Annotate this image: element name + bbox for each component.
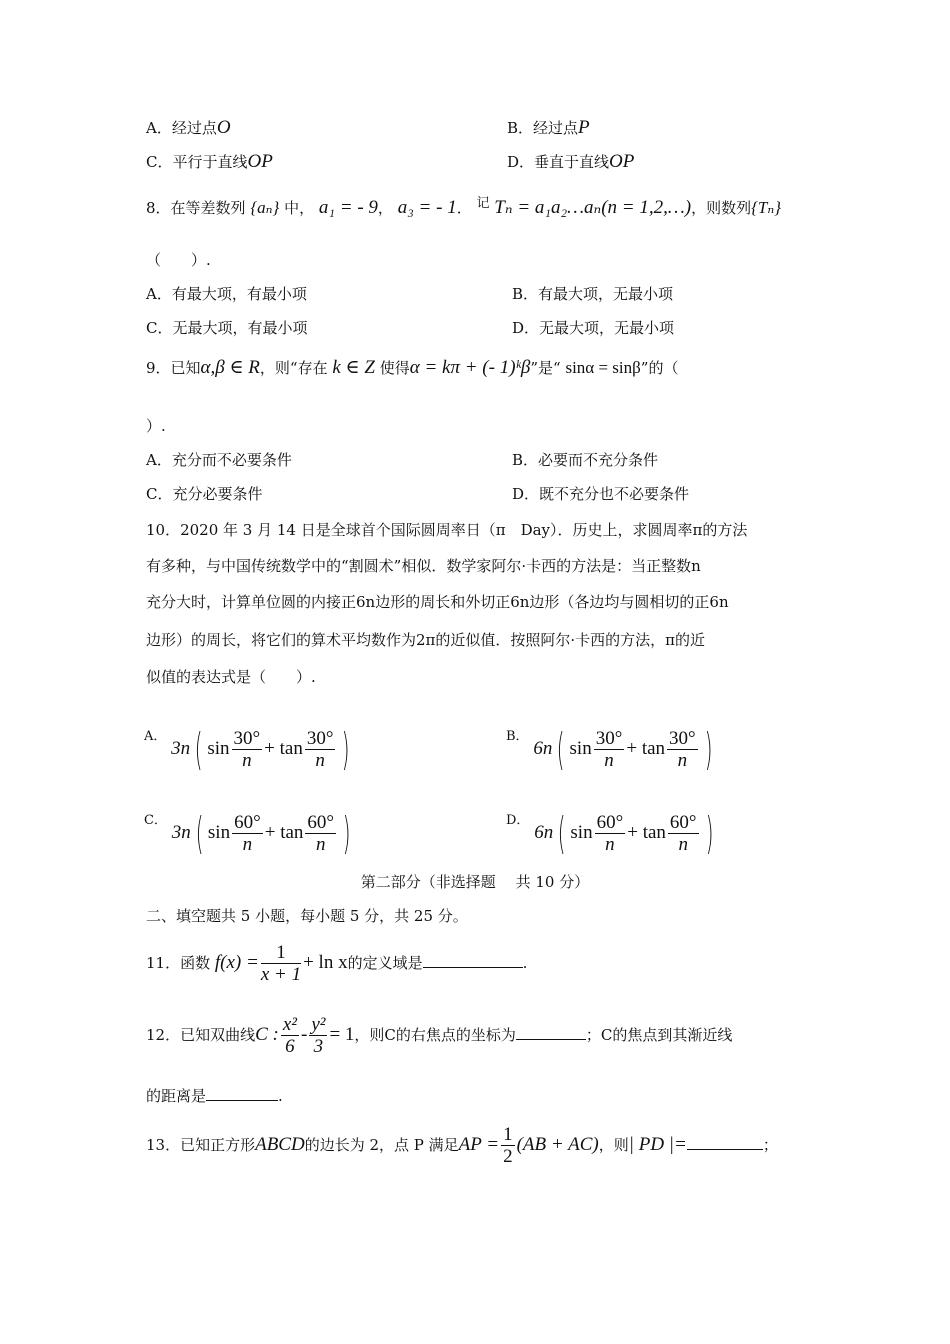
q9-stem-part2: ，则“存在 xyxy=(259,359,328,377)
q10-line-5: 似值的表达式是（ ）. xyxy=(146,668,316,686)
q7-option-c xyxy=(146,150,273,174)
q9-stem-part5: ”的（ xyxy=(640,359,679,377)
q10-line-2: 有多种，与中国传统数学中的“割圆术”相似．数学家阿尔·卡西的方法是：当正整数n xyxy=(146,557,701,575)
q13-abcd: ABCD xyxy=(255,1134,305,1155)
q9-cond: α,β ∈ R xyxy=(200,357,260,378)
q9-tail: ）. xyxy=(146,417,166,435)
q7-option-c-symbol: OP xyxy=(247,151,273,172)
q9-stem xyxy=(146,356,678,380)
q12-answer-blank-2[interactable] xyxy=(206,1100,278,1101)
part2-title: 第二部分（非选择题 共 10 分） xyxy=(360,873,590,891)
q9-option-a: A．充分而不必要条件 xyxy=(146,451,292,469)
q13-pd: | PD |= xyxy=(628,1134,687,1155)
q11: 11．函数 f(x) = $\frac{1}{x + 1}$ + ln x的定义域是 . xyxy=(146,941,528,985)
q8-option-b: B．有最大项，无最小项 xyxy=(512,285,674,303)
q12-answer-blank-1[interactable] xyxy=(516,1039,586,1040)
q10-option-c-coef: 3n xyxy=(171,822,191,843)
q12: 12．已知双曲线C : $\frac{\text{x²}}{6}$ - $\frac{\text{y²}}{3}$ = 1，则C的右焦点的坐标为 ；C的焦点到其渐近线 xyxy=(146,1013,733,1057)
q8-stem: 8．在等差数列 {aₙ} 中， a₁ = - 9， a₃ = - 1． 记 Tₙ = a₁a₂…aₙ(n = 1,2,…)，则数列{Tₙ} xyxy=(146,196,782,218)
q13-answer-blank[interactable] xyxy=(687,1149,763,1150)
q9-option-b: B．必要而不充分条件 xyxy=(512,451,659,469)
q10-option-c-label: C． xyxy=(144,813,167,828)
q8-stem-part2: 中， xyxy=(284,199,315,217)
q9-stem-part4: ”是“ xyxy=(530,359,561,377)
q10-option-a-coef: 3n xyxy=(171,738,191,759)
q9-stem-part1: 9．已知 xyxy=(146,359,201,377)
q12-prefix: 12．已知双曲线 xyxy=(146,1026,256,1044)
q8-seq-tn: {Tₙ} xyxy=(751,198,782,217)
q8-stem-part1: 8．在等差数列 xyxy=(146,199,246,217)
q8-a1: a₁ = - 9 xyxy=(318,197,378,218)
q7-option-d-symbol: OP xyxy=(609,151,635,172)
q8-option-a: A．有最大项，有最小项 xyxy=(146,285,307,303)
q10-option-d-label: D． xyxy=(506,813,530,828)
q8-a3: a₃ = - 1 xyxy=(397,197,457,218)
q7-option-a-symbol: O xyxy=(216,117,231,138)
q11-suffix: 的定义域是 xyxy=(347,954,423,972)
q10-option-a: A． 3n ( sin $\frac{30^\circ}{n}$ + tan $\frac{30^\circ}{n}$ ) xyxy=(144,724,350,775)
q10-line-1: 10．2020 年 3 月 14 日是全球首个国际圆周率日（π Day）．历史上，求圆周率π的方法 xyxy=(146,521,748,539)
q8-tn-def: Tₙ = a₁a₂…aₙ(n = 1,2,…) xyxy=(494,197,692,218)
q8-stem-part4: ，则数列 xyxy=(691,199,752,217)
q10-line-4: 边形）的周长，将它们的算术平均数作为2π的近似值．按照阿尔·卡西的方法，π的近 xyxy=(146,631,706,649)
section-heading: 二、填空题共 5 小题，每小题 5 分，共 25 分。 xyxy=(146,907,468,925)
q11-numerator: 1 xyxy=(261,943,301,964)
q11-prefix: 11．函数 xyxy=(146,954,211,972)
q10-line-3: 充分大时，计算单位圆的内接正6n边形的周长和外切正6n边形（各边均与圆相切的正6n xyxy=(146,593,729,611)
q7-option-b xyxy=(507,116,590,140)
q7-option-d xyxy=(507,150,634,174)
q8-stem-part3: 记 xyxy=(476,196,490,211)
q10-option-d-coef: 6n xyxy=(534,822,554,843)
q8-option-d: D．无最大项，无最小项 xyxy=(512,319,675,337)
q12-mid2: ；C的焦点到其渐近线 xyxy=(585,1026,733,1044)
q7-option-d-label: D．垂直于直线 xyxy=(507,153,610,171)
q12-mid: ，则C的右焦点的坐标为 xyxy=(354,1026,516,1044)
q12-c: C : xyxy=(255,1024,279,1045)
q11-fx: f(x) = xyxy=(214,952,259,973)
q8-seq-an: {aₙ} xyxy=(250,198,280,217)
q10-option-b-label: B． xyxy=(506,729,529,744)
q8-option-c: C．无最大项，有最小项 xyxy=(146,319,308,337)
q9-stem-part3: 使得 xyxy=(379,359,410,377)
q13-prefix: 13．已知正方形 xyxy=(146,1136,256,1154)
q10-option-c: C． 3n ( sin $\frac{60^\circ}{n}$ + tan $\frac{60^\circ}{n}$ ) xyxy=(144,808,351,859)
q13-mid: 的边长为 2，点 P 满足 xyxy=(304,1136,459,1154)
q13: 13．已知正方形ABCD的边长为 2，点 P 满足AP = $\frac{1}{2}$ (AB + AC)，则| PD |= ； xyxy=(146,1123,778,1167)
q9-sin-eq: sinα = sinβ xyxy=(565,358,641,377)
q7-option-a xyxy=(146,116,231,140)
q12-line-2: 的距离是 . xyxy=(146,1087,283,1105)
q9-kz: k ∈ Z xyxy=(332,357,375,378)
q13-ap: AP = xyxy=(458,1134,500,1155)
q11-answer-blank[interactable] xyxy=(423,967,523,968)
q7-option-b-symbol: P xyxy=(578,117,590,138)
q7-option-b-label: B．经过点 xyxy=(507,119,579,137)
q11-denominator: x + 1 xyxy=(260,963,302,985)
q9-option-c: C．充分必要条件 xyxy=(146,485,263,503)
q9-option-d: D．既不充分也不必要条件 xyxy=(512,485,690,503)
q8-paren: （ ）. xyxy=(146,251,211,269)
q9-expr: α = kπ + (- 1)ᵏβ xyxy=(409,357,531,378)
q10-option-b-coef: 6n xyxy=(533,738,553,759)
q10-option-a-label: A． xyxy=(144,729,167,744)
q10-option-d: D． 6n ( sin $\frac{60^\circ}{n}$ + tan $\frac{60^\circ}{n}$ ) xyxy=(506,808,713,859)
q11-rest: + ln x xyxy=(303,952,348,973)
q7-option-a-label: A．经过点 xyxy=(146,119,217,137)
q13-vec: (AB + AC) xyxy=(516,1134,599,1155)
q7-option-c-label: C．平行于直线 xyxy=(146,153,248,171)
q10-option-b: B． 6n ( sin $\frac{30^\circ}{n}$ + tan $\frac{30^\circ}{n}$ ) xyxy=(506,724,713,775)
